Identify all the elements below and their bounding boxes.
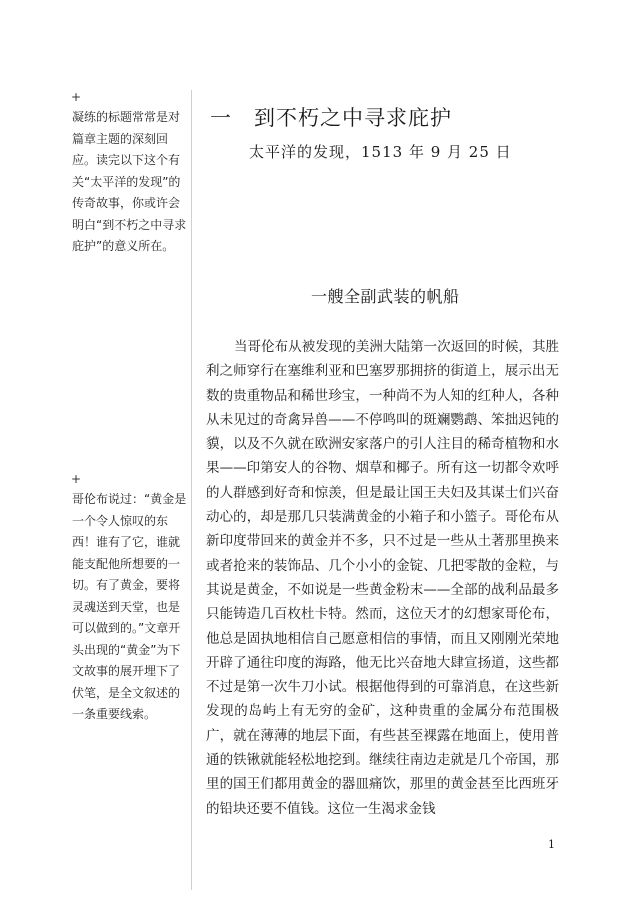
sidenote-title-commentary xyxy=(71,90,190,258)
chapter-subtitle: 太平洋的发现，1513 年 9 月 25 日 xyxy=(249,143,512,161)
chapter-heading xyxy=(210,103,452,133)
chapter-number: 一 xyxy=(210,106,232,130)
page-number: 1 xyxy=(548,838,555,851)
plus-marker-icon: + xyxy=(71,472,82,486)
margin-divider xyxy=(191,90,192,890)
body-paragraph: 当哥伦布从被发现的美洲大陆第一次返回的时候，其胜利之师穿行在塞维利亚和巴塞罗那拥挤的街道上，展示出无数的贵重物品和稀世珍宝，一种尚不为人知的红种人，各种从未见过的奇禽异兽——不停鸣叫的斑斓鹦鹉、笨拙迟钝的貘，以及不久就在欧洲安家落户的引人注目的稀奇植物和水果——印第安人的谷物、烟草和椰子。所有这一切都令欢呼的人群感到好奇和惊羡，但是最让国王夫妇及其谋士们兴奋动心的，却是那几只装满黄金的小箱子和小篮子。哥伦布从新印度带回来的黄金并不多，只不过是一些从土著那里换来或者抢来的装饰品、几个小小的金锭、几把零散的金粒，与其说是黄金，不如说是一些黄金粉末——全部的战利品最多只能铸造几百枚杜卡特。然而，这位天才的幻想家哥伦布，他总是固执地相信自己愿意相信的事情，而且又刚刚光荣地开辟了通往印度的海路，他无比兴奋地大肆宣扬道，这些都不过是第一次牛刀小试。根据他得到的可靠消息，在这些新发现的岛屿上有无穷的金矿，这种贵重的金属分布范围极广，就在薄薄的地层下面，有些甚至裸露在地面上，使用普通的铁锹就能轻松地挖到。继续往南边走就是几个帝国，那里的国王们都用黄金的器皿痛饮，那里的黄金甚至比西班牙的铅块还要不值钱。这位一生渴求金钱 xyxy=(206,339,559,817)
sidenote-gold-commentary xyxy=(71,472,190,726)
sidenote-text: 哥伦布说过：“黄金是一个令人惊叹的东西！谁有了它，谁就能支配他所想要的一切。有了黄金，要将灵魂送到天堂，也是可以做到的。”文章开头出现的“黄金”为下文故事的展开埋下了伏笔，是全文叙述的一条重要线索。 xyxy=(72,492,187,721)
chapter-title: 到不朽之中寻求庇护 xyxy=(254,106,452,130)
sidenote-text: 凝练的标题常常是对篇章主题的深刻回应。读完以下这个有关“太平洋的发现”的传奇故事，你或许会明白“到不朽之中寻求庇护”的意义所在。 xyxy=(72,110,187,253)
section-title: 一艘全副武装的帆船 xyxy=(311,287,460,306)
plus-marker-icon: + xyxy=(71,90,82,104)
